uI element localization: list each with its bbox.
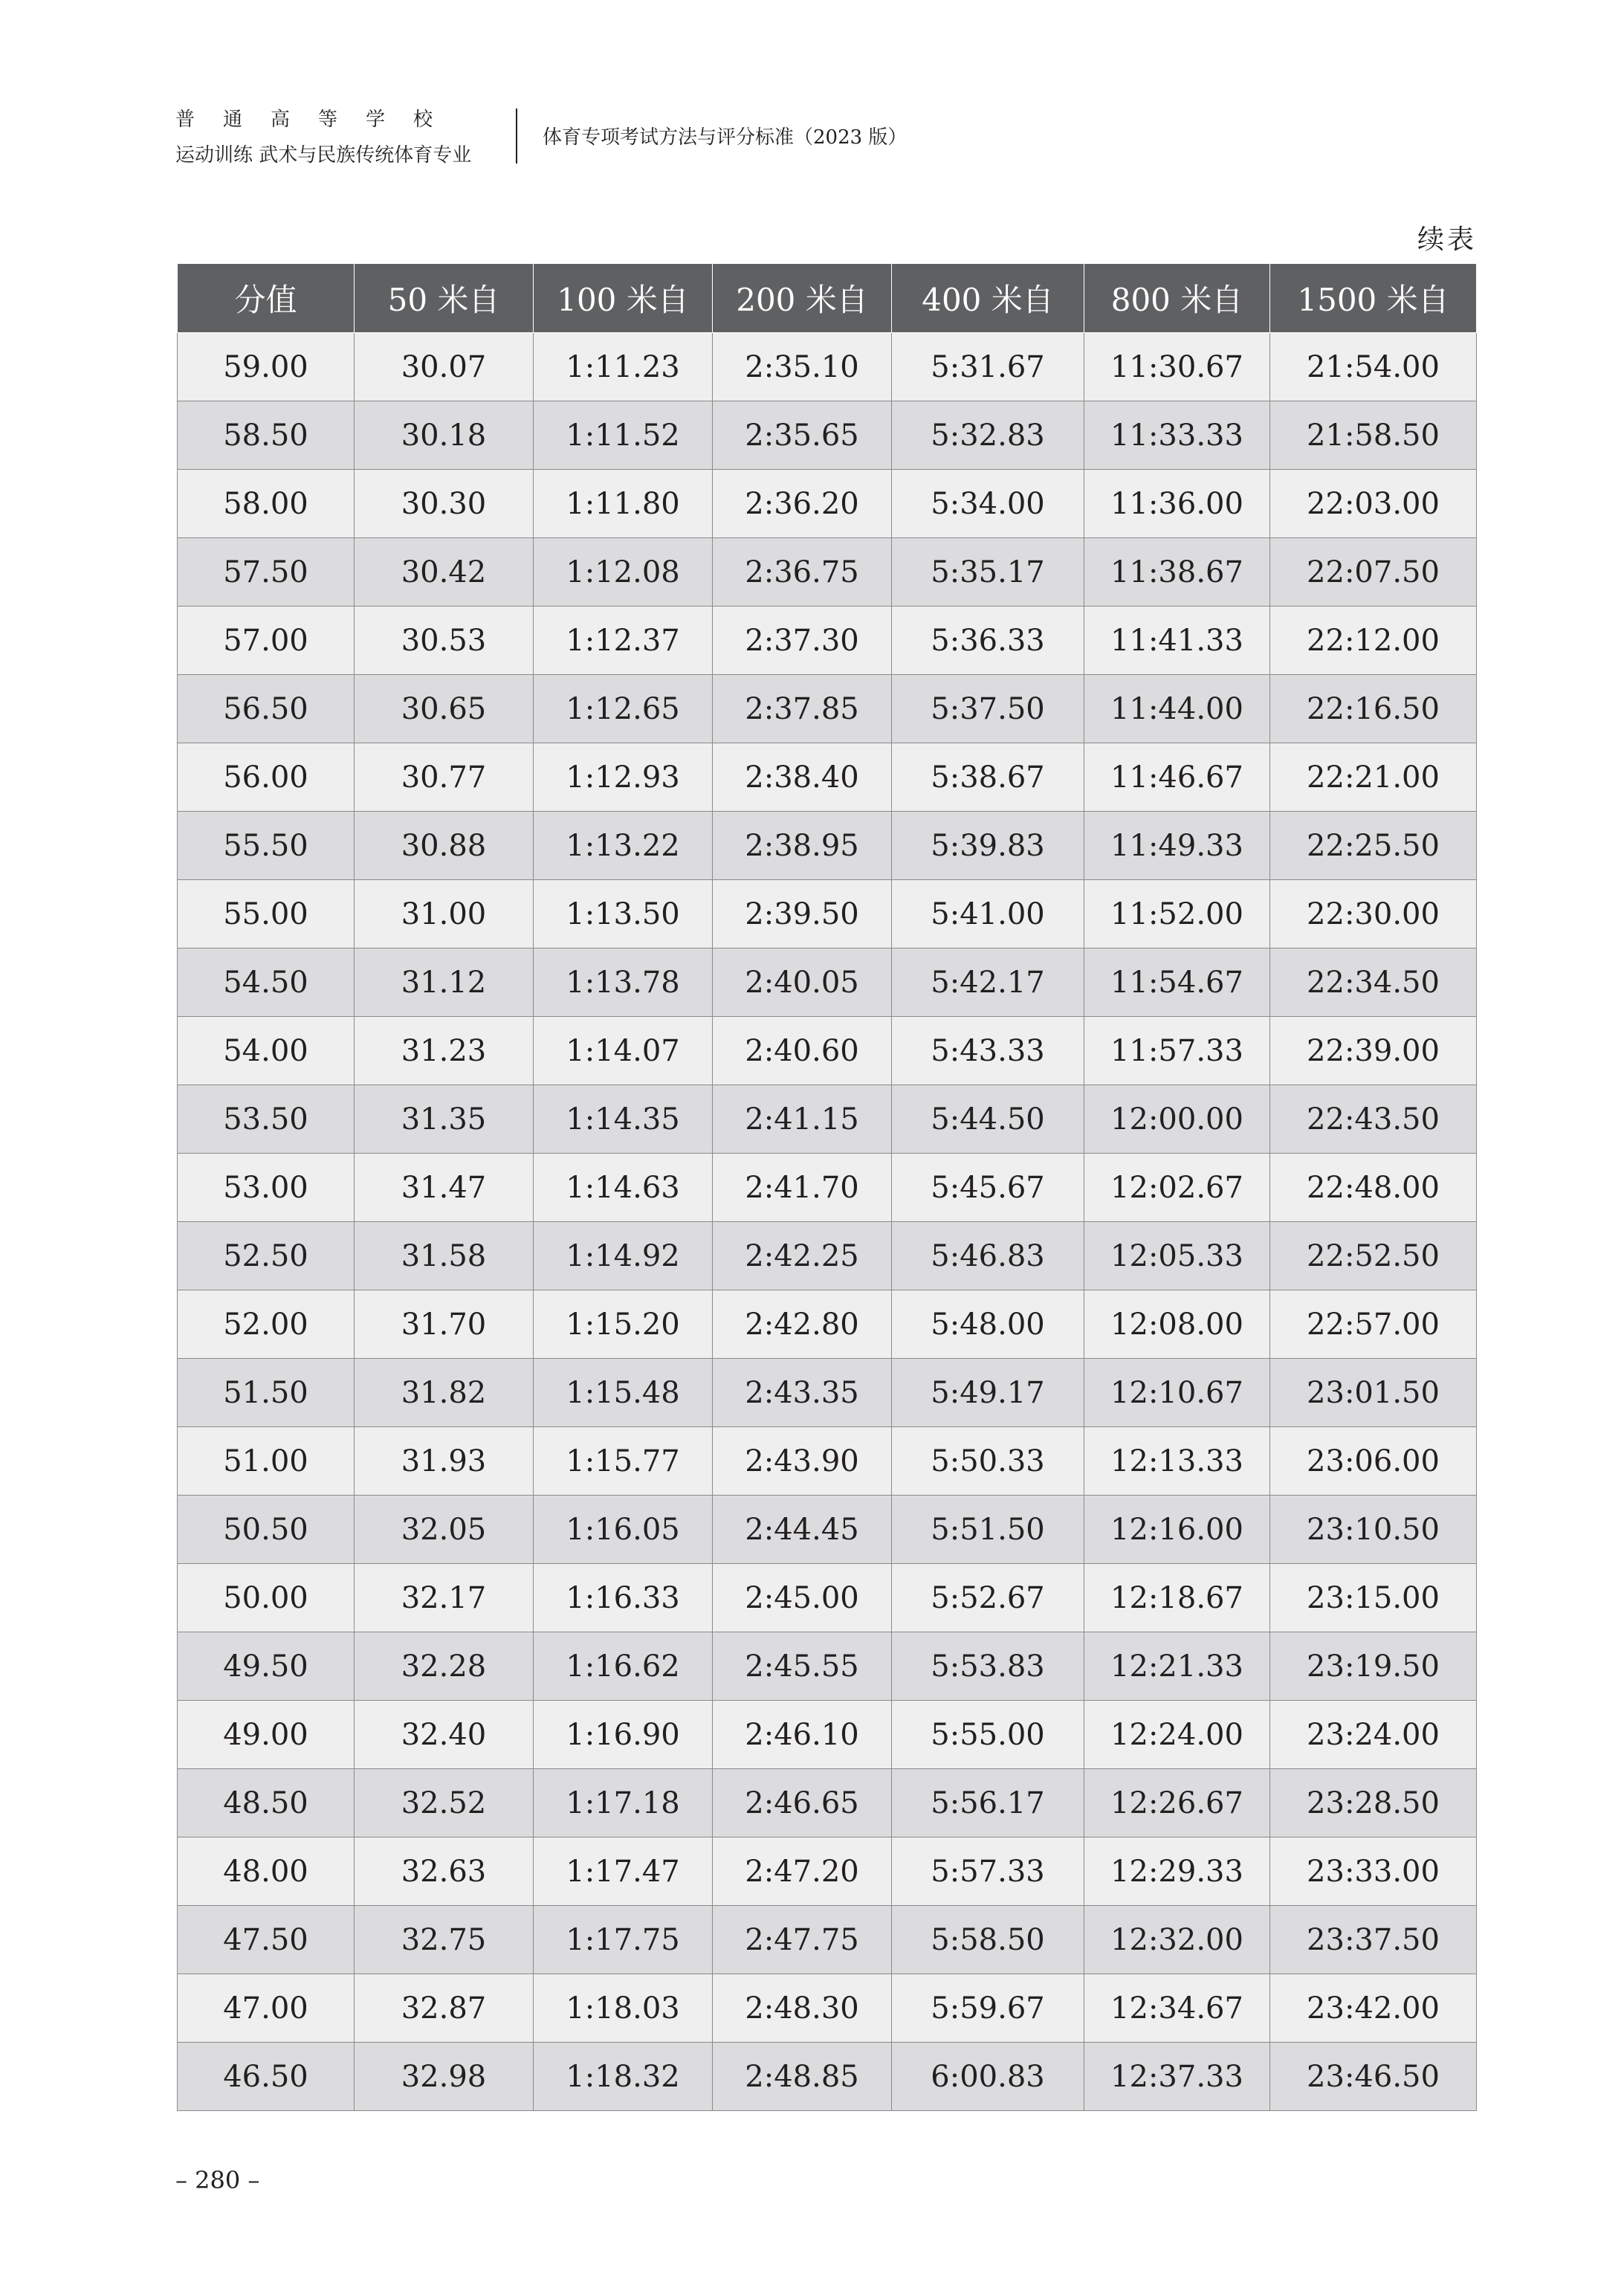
score-cell: 51.50 <box>178 1359 355 1427</box>
time-100m-cell: 1:18.32 <box>534 2043 713 2111</box>
table-body <box>178 333 1477 2111</box>
time-400m-cell: 5:58.50 <box>892 1906 1084 1974</box>
time-200m-cell: 2:43.35 <box>713 1359 892 1427</box>
table-header-row <box>178 264 1477 333</box>
time-100m-cell: 1:18.03 <box>534 1974 713 2043</box>
time-200m-cell: 2:36.20 <box>713 470 892 538</box>
time-50m-cell: 32.63 <box>355 1837 534 1906</box>
time-200m-cell: 2:43.90 <box>713 1427 892 1496</box>
time-100m-cell: 1:11.23 <box>534 333 713 401</box>
time-100m-cell: 1:16.05 <box>534 1496 713 1564</box>
time-50m-cell: 32.52 <box>355 1769 534 1837</box>
score-cell: 50.00 <box>178 1564 355 1632</box>
table-row <box>178 1701 1477 1769</box>
score-cell: 58.50 <box>178 401 355 470</box>
time-100m-cell: 1:16.33 <box>534 1564 713 1632</box>
time-50m-cell: 31.23 <box>355 1017 534 1085</box>
column-header-800m-freestyle: 800 米自 <box>1084 264 1270 333</box>
table-row <box>178 675 1477 743</box>
time-100m-cell: 1:17.75 <box>534 1906 713 1974</box>
time-200m-cell: 2:45.55 <box>713 1632 892 1701</box>
time-800m-cell: 12:13.33 <box>1084 1427 1270 1496</box>
time-50m-cell: 31.70 <box>355 1290 534 1359</box>
table-row <box>178 333 1477 401</box>
score-cell: 55.00 <box>178 880 355 948</box>
score-cell: 52.50 <box>178 1222 355 1290</box>
column-header-1500m-freestyle: 1500 米自 <box>1270 264 1477 333</box>
time-1500m-cell: 22:48.00 <box>1270 1154 1477 1222</box>
time-800m-cell: 11:36.00 <box>1084 470 1270 538</box>
time-800m-cell: 12:29.33 <box>1084 1837 1270 1906</box>
time-100m-cell: 1:15.48 <box>534 1359 713 1427</box>
time-800m-cell: 11:57.33 <box>1084 1017 1270 1085</box>
table-row <box>178 1222 1477 1290</box>
time-1500m-cell: 22:21.00 <box>1270 743 1477 812</box>
time-400m-cell: 5:51.50 <box>892 1496 1084 1564</box>
table-row <box>178 1496 1477 1564</box>
time-800m-cell: 12:32.00 <box>1084 1906 1270 1974</box>
time-50m-cell: 30.77 <box>355 743 534 812</box>
time-1500m-cell: 23:24.00 <box>1270 1701 1477 1769</box>
time-400m-cell: 5:32.83 <box>892 401 1084 470</box>
time-800m-cell: 12:21.33 <box>1084 1632 1270 1701</box>
time-1500m-cell: 21:54.00 <box>1270 333 1477 401</box>
time-200m-cell: 2:40.60 <box>713 1017 892 1085</box>
continued-table-label: 续表 <box>1417 224 1477 255</box>
column-header-50m-freestyle: 50 米自 <box>355 264 534 333</box>
table-row <box>178 743 1477 812</box>
time-800m-cell: 11:41.33 <box>1084 607 1270 675</box>
table-row <box>178 1564 1477 1632</box>
time-50m-cell: 32.28 <box>355 1632 534 1701</box>
time-100m-cell: 1:15.20 <box>534 1290 713 1359</box>
time-50m-cell: 31.82 <box>355 1359 534 1427</box>
time-200m-cell: 2:42.80 <box>713 1290 892 1359</box>
time-400m-cell: 5:43.33 <box>892 1017 1084 1085</box>
score-table <box>177 264 1477 2111</box>
time-400m-cell: 5:59.67 <box>892 1974 1084 2043</box>
time-50m-cell: 32.05 <box>355 1496 534 1564</box>
score-cell: 56.50 <box>178 675 355 743</box>
table-row <box>178 880 1477 948</box>
time-200m-cell: 2:48.30 <box>713 1974 892 2043</box>
time-100m-cell: 1:11.52 <box>534 401 713 470</box>
time-400m-cell: 5:55.00 <box>892 1701 1084 1769</box>
time-1500m-cell: 21:58.50 <box>1270 401 1477 470</box>
time-400m-cell: 5:34.00 <box>892 470 1084 538</box>
time-100m-cell: 1:12.65 <box>534 675 713 743</box>
score-cell: 49.50 <box>178 1632 355 1701</box>
header-major-name: 运动训练 武术与民族传统体育专业 <box>175 144 472 167</box>
time-50m-cell: 32.87 <box>355 1974 534 2043</box>
time-800m-cell: 12:05.33 <box>1084 1222 1270 1290</box>
time-50m-cell: 32.40 <box>355 1701 534 1769</box>
table-row <box>178 1085 1477 1154</box>
score-cell: 55.50 <box>178 812 355 880</box>
score-cell: 52.00 <box>178 1290 355 1359</box>
time-200m-cell: 2:45.00 <box>713 1564 892 1632</box>
table-row <box>178 401 1477 470</box>
time-1500m-cell: 22:39.00 <box>1270 1017 1477 1085</box>
time-400m-cell: 5:42.17 <box>892 948 1084 1017</box>
time-800m-cell: 12:08.00 <box>1084 1290 1270 1359</box>
time-1500m-cell: 23:46.50 <box>1270 2043 1477 2111</box>
score-cell: 54.50 <box>178 948 355 1017</box>
table-row <box>178 1017 1477 1085</box>
table-row <box>178 1154 1477 1222</box>
time-1500m-cell: 22:30.00 <box>1270 880 1477 948</box>
page-number: – 280 – <box>175 2166 260 2194</box>
time-800m-cell: 12:00.00 <box>1084 1085 1270 1154</box>
time-200m-cell: 2:47.75 <box>713 1906 892 1974</box>
time-100m-cell: 1:15.77 <box>534 1427 713 1496</box>
column-header-400m-freestyle: 400 米自 <box>892 264 1084 333</box>
score-cell: 57.00 <box>178 607 355 675</box>
time-400m-cell: 6:00.83 <box>892 2043 1084 2111</box>
table-row <box>178 607 1477 675</box>
table-row <box>178 1974 1477 2043</box>
time-200m-cell: 2:37.85 <box>713 675 892 743</box>
time-100m-cell: 1:13.50 <box>534 880 713 948</box>
time-100m-cell: 1:12.93 <box>534 743 713 812</box>
time-100m-cell: 1:16.90 <box>534 1701 713 1769</box>
time-50m-cell: 30.53 <box>355 607 534 675</box>
time-400m-cell: 5:45.67 <box>892 1154 1084 1222</box>
column-header-200m-freestyle: 200 米自 <box>713 264 892 333</box>
time-400m-cell: 5:57.33 <box>892 1837 1084 1906</box>
time-800m-cell: 12:34.67 <box>1084 1974 1270 2043</box>
score-cell: 51.00 <box>178 1427 355 1496</box>
time-200m-cell: 2:41.70 <box>713 1154 892 1222</box>
time-800m-cell: 12:24.00 <box>1084 1701 1270 1769</box>
time-200m-cell: 2:42.25 <box>713 1222 892 1290</box>
time-1500m-cell: 22:25.50 <box>1270 812 1477 880</box>
time-100m-cell: 1:12.08 <box>534 538 713 607</box>
time-800m-cell: 12:02.67 <box>1084 1154 1270 1222</box>
time-100m-cell: 1:14.63 <box>534 1154 713 1222</box>
time-400m-cell: 5:31.67 <box>892 333 1084 401</box>
table-row <box>178 948 1477 1017</box>
time-400m-cell: 5:56.17 <box>892 1769 1084 1837</box>
time-400m-cell: 5:38.67 <box>892 743 1084 812</box>
score-cell: 59.00 <box>178 333 355 401</box>
time-200m-cell: 2:47.20 <box>713 1837 892 1906</box>
time-400m-cell: 5:44.50 <box>892 1085 1084 1154</box>
time-50m-cell: 32.17 <box>355 1564 534 1632</box>
time-100m-cell: 1:14.35 <box>534 1085 713 1154</box>
time-1500m-cell: 23:06.00 <box>1270 1427 1477 1496</box>
time-800m-cell: 11:52.00 <box>1084 880 1270 948</box>
table-row <box>178 1632 1477 1701</box>
time-400m-cell: 5:53.83 <box>892 1632 1084 1701</box>
time-800m-cell: 12:10.67 <box>1084 1359 1270 1427</box>
time-1500m-cell: 23:01.50 <box>1270 1359 1477 1427</box>
time-800m-cell: 11:46.67 <box>1084 743 1270 812</box>
time-1500m-cell: 23:28.50 <box>1270 1769 1477 1837</box>
time-50m-cell: 30.65 <box>355 675 534 743</box>
time-100m-cell: 1:16.62 <box>534 1632 713 1701</box>
time-800m-cell: 12:16.00 <box>1084 1496 1270 1564</box>
time-1500m-cell: 23:33.00 <box>1270 1837 1477 1906</box>
time-200m-cell: 2:39.50 <box>713 880 892 948</box>
time-200m-cell: 2:44.45 <box>713 1496 892 1564</box>
time-800m-cell: 11:44.00 <box>1084 675 1270 743</box>
time-200m-cell: 2:46.10 <box>713 1701 892 1769</box>
time-400m-cell: 5:49.17 <box>892 1359 1084 1427</box>
time-200m-cell: 2:40.05 <box>713 948 892 1017</box>
time-1500m-cell: 23:10.50 <box>1270 1496 1477 1564</box>
time-100m-cell: 1:17.47 <box>534 1837 713 1906</box>
time-200m-cell: 2:38.95 <box>713 812 892 880</box>
score-cell: 58.00 <box>178 470 355 538</box>
time-50m-cell: 32.98 <box>355 2043 534 2111</box>
score-cell: 49.00 <box>178 1701 355 1769</box>
time-400m-cell: 5:37.50 <box>892 675 1084 743</box>
table-row <box>178 1290 1477 1359</box>
table-row <box>178 1769 1477 1837</box>
time-1500m-cell: 23:19.50 <box>1270 1632 1477 1701</box>
time-1500m-cell: 22:57.00 <box>1270 1290 1477 1359</box>
score-cell: 48.50 <box>178 1769 355 1837</box>
table-row <box>178 470 1477 538</box>
score-cell: 46.50 <box>178 2043 355 2111</box>
time-100m-cell: 1:14.07 <box>534 1017 713 1085</box>
table-row <box>178 1359 1477 1427</box>
time-200m-cell: 2:35.65 <box>713 401 892 470</box>
time-100m-cell: 1:13.78 <box>534 948 713 1017</box>
score-cell: 48.00 <box>178 1837 355 1906</box>
time-1500m-cell: 22:03.00 <box>1270 470 1477 538</box>
table-row <box>178 812 1477 880</box>
table-row <box>178 2043 1477 2111</box>
time-50m-cell: 30.18 <box>355 401 534 470</box>
table-row <box>178 1906 1477 1974</box>
time-800m-cell: 11:38.67 <box>1084 538 1270 607</box>
time-800m-cell: 11:54.67 <box>1084 948 1270 1017</box>
table-row <box>178 1837 1477 1906</box>
time-1500m-cell: 22:34.50 <box>1270 948 1477 1017</box>
time-200m-cell: 2:38.40 <box>713 743 892 812</box>
table-row <box>178 1427 1477 1496</box>
score-cell: 54.00 <box>178 1017 355 1085</box>
time-50m-cell: 31.93 <box>355 1427 534 1496</box>
score-cell: 53.50 <box>178 1085 355 1154</box>
score-cell: 47.50 <box>178 1906 355 1974</box>
time-100m-cell: 1:14.92 <box>534 1222 713 1290</box>
time-1500m-cell: 22:12.00 <box>1270 607 1477 675</box>
time-200m-cell: 2:36.75 <box>713 538 892 607</box>
time-50m-cell: 32.75 <box>355 1906 534 1974</box>
time-100m-cell: 1:13.22 <box>534 812 713 880</box>
time-1500m-cell: 22:43.50 <box>1270 1085 1477 1154</box>
table-row <box>178 538 1477 607</box>
time-50m-cell: 30.07 <box>355 333 534 401</box>
column-header-score: 分值 <box>178 264 355 333</box>
time-50m-cell: 30.30 <box>355 470 534 538</box>
time-100m-cell: 1:17.18 <box>534 1769 713 1837</box>
time-400m-cell: 5:41.00 <box>892 880 1084 948</box>
time-800m-cell: 12:37.33 <box>1084 2043 1270 2111</box>
time-200m-cell: 2:35.10 <box>713 333 892 401</box>
time-800m-cell: 11:30.67 <box>1084 333 1270 401</box>
time-50m-cell: 31.12 <box>355 948 534 1017</box>
time-50m-cell: 31.58 <box>355 1222 534 1290</box>
time-800m-cell: 11:33.33 <box>1084 401 1270 470</box>
time-100m-cell: 1:11.80 <box>534 470 713 538</box>
time-400m-cell: 5:35.17 <box>892 538 1084 607</box>
time-50m-cell: 31.35 <box>355 1085 534 1154</box>
score-cell: 47.00 <box>178 1974 355 2043</box>
header-school-name: 普通高等学校 <box>175 109 462 131</box>
time-1500m-cell: 23:15.00 <box>1270 1564 1477 1632</box>
header-divider <box>516 109 517 164</box>
time-1500m-cell: 22:07.50 <box>1270 538 1477 607</box>
time-1500m-cell: 22:52.50 <box>1270 1222 1477 1290</box>
time-1500m-cell: 22:16.50 <box>1270 675 1477 743</box>
time-400m-cell: 5:39.83 <box>892 812 1084 880</box>
time-1500m-cell: 23:42.00 <box>1270 1974 1477 2043</box>
time-200m-cell: 2:37.30 <box>713 607 892 675</box>
time-1500m-cell: 23:37.50 <box>1270 1906 1477 1974</box>
time-50m-cell: 31.00 <box>355 880 534 948</box>
time-400m-cell: 5:50.33 <box>892 1427 1084 1496</box>
time-200m-cell: 2:48.85 <box>713 2043 892 2111</box>
time-400m-cell: 5:46.83 <box>892 1222 1084 1290</box>
score-cell: 56.00 <box>178 743 355 812</box>
score-cell: 53.00 <box>178 1154 355 1222</box>
time-50m-cell: 30.42 <box>355 538 534 607</box>
time-200m-cell: 2:41.15 <box>713 1085 892 1154</box>
column-header-100m-freestyle: 100 米自 <box>534 264 713 333</box>
time-800m-cell: 12:18.67 <box>1084 1564 1270 1632</box>
table-header <box>178 264 1477 333</box>
header-book-title: 体育专项考试方法与评分标准（2023 版） <box>543 126 908 149</box>
time-50m-cell: 30.88 <box>355 812 534 880</box>
time-400m-cell: 5:48.00 <box>892 1290 1084 1359</box>
time-50m-cell: 31.47 <box>355 1154 534 1222</box>
running-header-left <box>175 107 502 168</box>
time-400m-cell: 5:52.67 <box>892 1564 1084 1632</box>
time-100m-cell: 1:12.37 <box>534 607 713 675</box>
time-400m-cell: 5:36.33 <box>892 607 1084 675</box>
score-cell: 57.50 <box>178 538 355 607</box>
time-200m-cell: 2:46.65 <box>713 1769 892 1837</box>
time-800m-cell: 11:49.33 <box>1084 812 1270 880</box>
time-800m-cell: 12:26.67 <box>1084 1769 1270 1837</box>
score-cell: 50.50 <box>178 1496 355 1564</box>
